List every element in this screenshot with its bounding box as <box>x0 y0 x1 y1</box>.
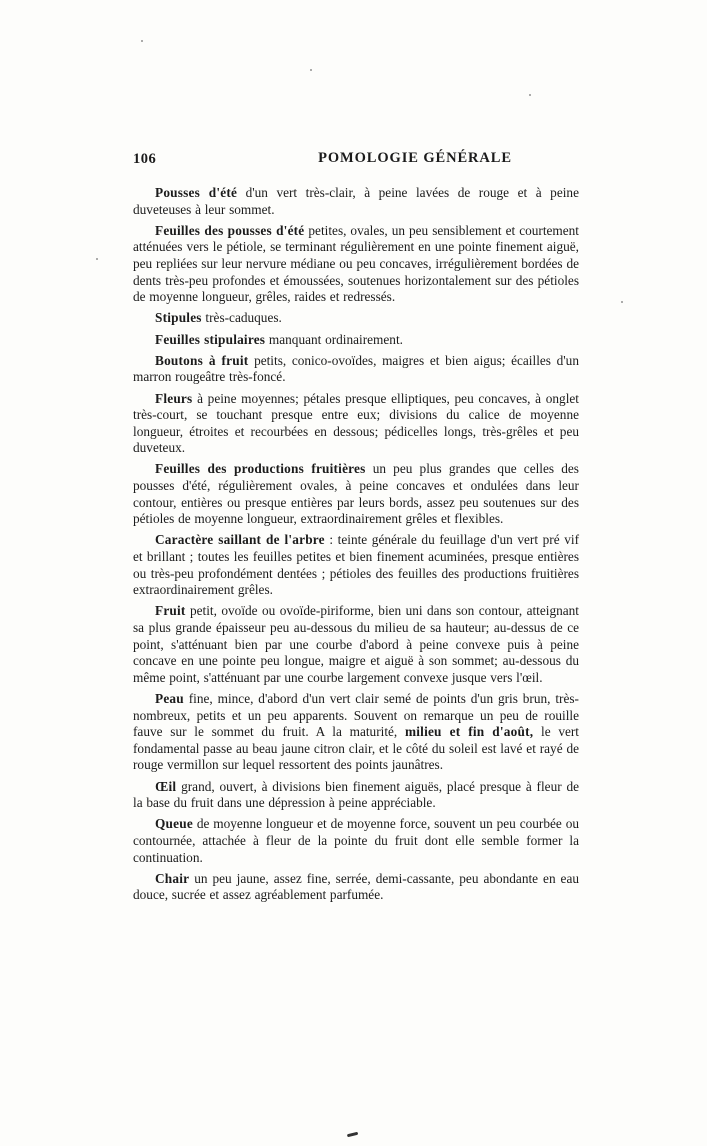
term-pousses-ete: Pousses d'été <box>155 185 238 200</box>
page-header <box>133 150 579 170</box>
body-feuilles-productions-fruitieres: un peu plus grandes que celles des pousses d'été, régulièrement ovales, à peine concaves et ondulées dans leur contour, entières ou presque entières par leurs bords, assez peu soutenues sur des pétioles de moyenne longueur, extraordinairement grêles et flexibles. <box>133 461 579 527</box>
text-column <box>133 150 579 904</box>
scan-speck <box>621 301 623 303</box>
body-stipules: très-caduques. <box>205 310 282 326</box>
term-peau: Peau <box>155 690 184 706</box>
para-oeil <box>133 779 579 812</box>
body-fleurs: à peine moyennes; pétales presque elliptiques, peu concaves, à onglet très-court, se touchant presque entre eux; divisions du calice de moyenne longueur, étroites et recourbées en dessous; pédicelles longs, très-grêles et peu duveteux. <box>133 390 579 456</box>
term-fruit: Fruit <box>155 603 186 619</box>
para-fleurs <box>133 391 579 457</box>
body-pousses-ete: d'un vert très-clair, à peine lavées de rouge et à peine duveteuses à leur sommet. <box>133 185 579 217</box>
body-peau-after: le vert fondamental passe au beau jaune citron clair, et le côté du soleil est lavé et rayé de rouge vermillon sur lequel ressortent des points jaunâtres. <box>133 724 580 773</box>
para-pousses-ete <box>133 185 579 218</box>
term-chair: Chair <box>155 870 190 886</box>
para-chair <box>133 871 579 904</box>
body-fruit: petit, ovoïde ou ovoïde-piriforme, bien uni dans son contour, atteignant sa plus grande épaisseur peu au-dessous du milieu de sa hauteur; au-dessus de ce point, s'atténuant bien par une courbe d'abord à peine convexe puis à peine concave en une pointe peu longue, maigre et aiguë à son sommet; au-dessous du même point, s'atténuant par une courbe largement convexe jusque vers l'œil. <box>133 603 579 685</box>
body-chair: un peu jaune, assez fine, serrée, demi-cassante, peu abondante en eau douce, sucrée et assez agréablement parfumée. <box>133 870 579 903</box>
term-feuilles-productions-fruitieres: Feuilles des productions fruitières <box>155 461 366 477</box>
para-caractere-saillant <box>133 532 579 598</box>
body-peau-bold-date: milieu et fin d'août, <box>405 724 534 740</box>
term-boutons-a-fruit: Boutons à fruit <box>155 352 249 368</box>
para-feuilles-productions-fruitieres <box>133 461 579 527</box>
body-oeil: grand, ouvert, à divisions bien finement aiguës, placé presque à fleur de la base du fruit dans une dépression à peine appréciable. <box>133 778 579 811</box>
body-feuilles-pousses-ete: petites, ovales, un peu sensiblement et courtement atténuées vers le pétiole, se terminant régulièrement en une pointe finement aiguë, peu repliées sur leur nervure médiane ou peu concaves, irrégulièrement bordées de dents très-peu profondes et émoussées, soutenues horizontalement sur des pétioles de moyenne longueur, grêles, raides et redressés. <box>133 222 579 305</box>
scan-speck <box>141 40 143 42</box>
para-boutons-a-fruit <box>133 353 579 386</box>
term-oeil: Œil <box>155 778 177 794</box>
body-feuilles-stipulaires: manquant ordinairement. <box>268 331 403 347</box>
para-queue <box>133 816 579 866</box>
scan-speck <box>529 94 531 96</box>
term-feuilles-pousses-ete: Feuilles des pousses d'été <box>155 222 305 238</box>
ink-mark <box>347 1132 358 1137</box>
para-fruit <box>133 603 579 686</box>
para-feuilles-stipulaires <box>133 332 579 349</box>
page-number: 106 <box>133 151 157 167</box>
term-stipules: Stipules <box>155 310 202 326</box>
body-peau-before: fine, mince, d'abord d'un vert clair semé de points d'un gris brun, très-nombreux, petits et un peu apparents. Souvent on remarque un peu de rouille fauve sur le sommet du fruit. A la maturité, <box>133 690 579 740</box>
running-title: POMOLOGIE GÉNÉRALE <box>318 150 512 166</box>
term-caractere-saillant: Caractère saillant de l'arbre <box>155 532 325 548</box>
term-fleurs: Fleurs <box>155 390 193 406</box>
para-peau <box>133 691 579 774</box>
term-queue: Queue <box>155 816 193 832</box>
scan-speck <box>96 258 98 260</box>
body-caractere-saillant: : teinte générale du feuillage d'un vert pré vif et brillant ; toutes les feuilles petites et bien finement acuminées, presque entières ou très-peu profondément dentées ; pétioles des feuilles des productions fruitières extraordinairement grêles. <box>133 532 579 598</box>
scan-speck <box>310 69 312 71</box>
para-stipules <box>133 310 579 327</box>
term-feuilles-stipulaires: Feuilles stipulaires <box>155 331 266 347</box>
para-feuilles-pousses-ete <box>133 223 579 306</box>
body-queue: de moyenne longueur et de moyenne force, souvent un peu courbée ou contournée, attachée à fleur de la pointe du fruit dont elle semble former la continuation. <box>133 816 579 865</box>
body-boutons-a-fruit: petits, conico-ovoïdes, maigres et bien aigus; écailles d'un marron rougeâtre très-foncé. <box>133 352 579 385</box>
